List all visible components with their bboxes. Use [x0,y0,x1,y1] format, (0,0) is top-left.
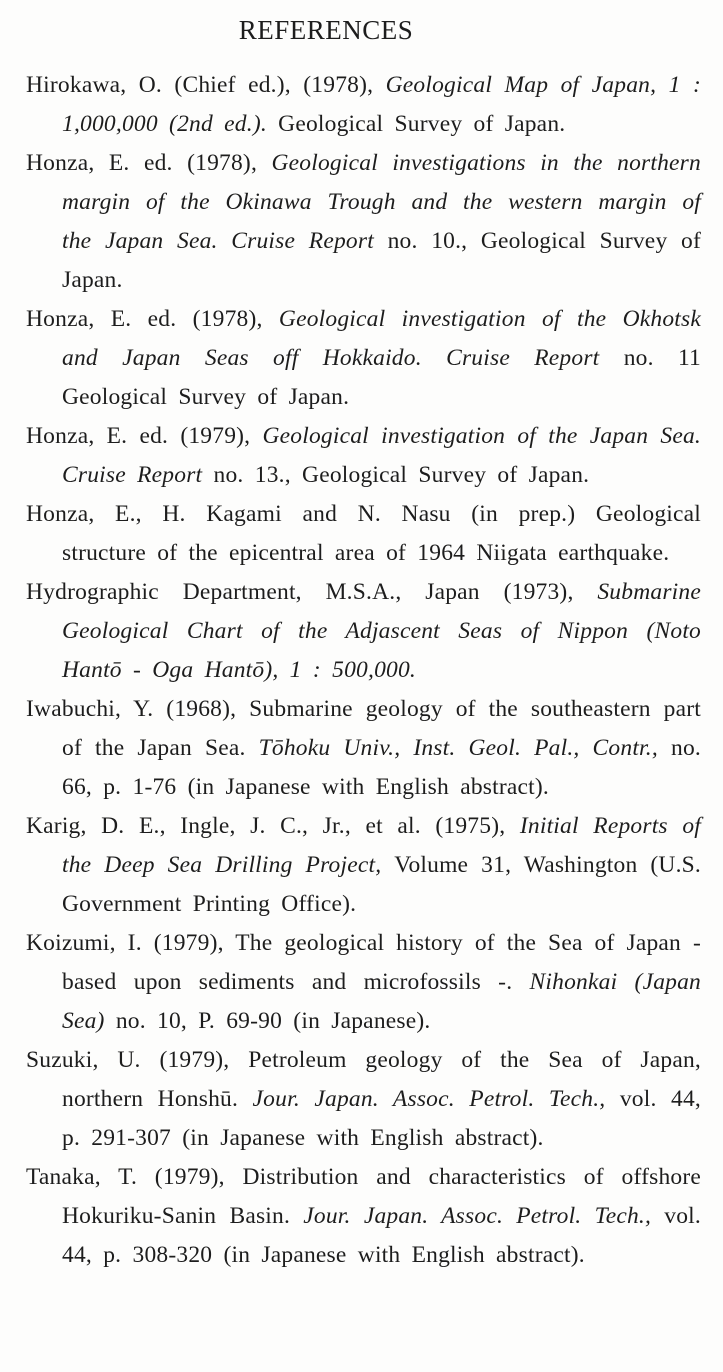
reference-segment: Hydrographic Department, M.S.A., Japan (1973), [26,579,598,605]
reference-segment-italic: Submarine Geological Chart of the Adjascent Seas of Nippon (Noto Hantō - Oga Hantō), 1 : 500,000. [62,579,701,683]
reference-segment: Honza, E. ed. (1978), [26,306,279,332]
reference-entry [26,573,701,690]
reference-entry [26,1041,701,1158]
reference-segment-italic: Initial Reports of the Deep Sea Drilling Project, [62,813,701,878]
references-list [26,66,701,1275]
reference-segment-italic: Geological Map of Japan, 1 : 1,000,000 (2nd ed.). [62,72,701,137]
reference-segment-italic: Tōhoku Univ., Inst. Geol. Pal., Contr., [258,735,672,761]
reference-segment: Karig, D. E., Ingle, J. C., Jr., et al. (1975), [26,813,520,839]
reference-segment-italic: Geological investigations in the northern margin of the Okinawa Trough and the western margin of the Japan Sea. Cruise Report [62,150,701,254]
reference-entry [26,144,701,300]
reference-segment: no. 13., Geological Survey of Japan. [213,462,590,488]
reference-entry [26,66,701,144]
reference-segment-italic: Jour. Japan. Assoc. Petrol. Tech., [303,1203,665,1229]
reference-entry [26,690,701,807]
page-title: REFERENCES [238,15,414,45]
reference-segment-italic: Nihonkai (Japan Sea) [62,969,702,1034]
reference-segment: Honza, E. ed. (1978), [26,150,272,176]
reference-segment: vol. 44, p. 308-320 (in Japanese with English abstract). [62,1203,701,1268]
reference-segment: Honza, E., H. Kagami and N. Nasu (in prep.) Geological structure of the epicentral area of 1964 Niigata earthquake. [26,501,701,566]
reference-segment: no. 11 Geological Survey of Japan. [62,345,701,410]
reference-segment: Geological Survey of Japan. [278,111,566,137]
reference-segment: vol. 44, p. 291-307 (in Japanese with English abstract). [62,1086,701,1151]
reference-segment: Hirokawa, O. (Chief ed.), (1978), [26,72,386,98]
reference-entry [26,924,701,1041]
reference-segment: no. 66, p. 1-76 (in Japanese with English abstract). [62,735,701,800]
reference-segment: no. 10, P. 69-90 (in Japanese). [115,1008,431,1034]
reference-segment-italic: Jour. Japan. Assoc. Petrol. Tech., [252,1086,620,1112]
reference-segment: Koizumi, I. (1979), The geological history of the Sea of Japan - based upon sediments and microfossils -. [26,930,701,995]
reference-entry [26,1158,701,1275]
reference-segment: Honza, E. ed. (1979), [26,423,263,449]
reference-entry [26,417,701,495]
reference-segment: Suzuki, U. (1979), Petroleum geology of the Sea of Japan, northern Honshū. [26,1047,701,1112]
reference-segment-italic: Geological investigation of the Okhotsk and Japan Seas off Hokkaido. Cruise Report [62,306,701,371]
reference-entry [26,495,701,573]
reference-segment-italic: Geological investigation of the Japan Sea. Cruise Report [62,423,701,488]
reference-segment: Tanaka, T. (1979), Distribution and characteristics of offshore Hokuriku-Sanin Basin. [26,1164,701,1229]
reference-entry [26,807,701,924]
reference-entry [26,300,701,417]
reference-segment: Volume 31, Washington (U.S. Government Printing Office). [62,852,701,917]
reference-segment: Iwabuchi, Y. (1968), Submarine geology of the southeastern part of the Japan Sea. [26,696,701,761]
reference-segment: no. 10., Geological Survey of Japan. [62,228,702,293]
